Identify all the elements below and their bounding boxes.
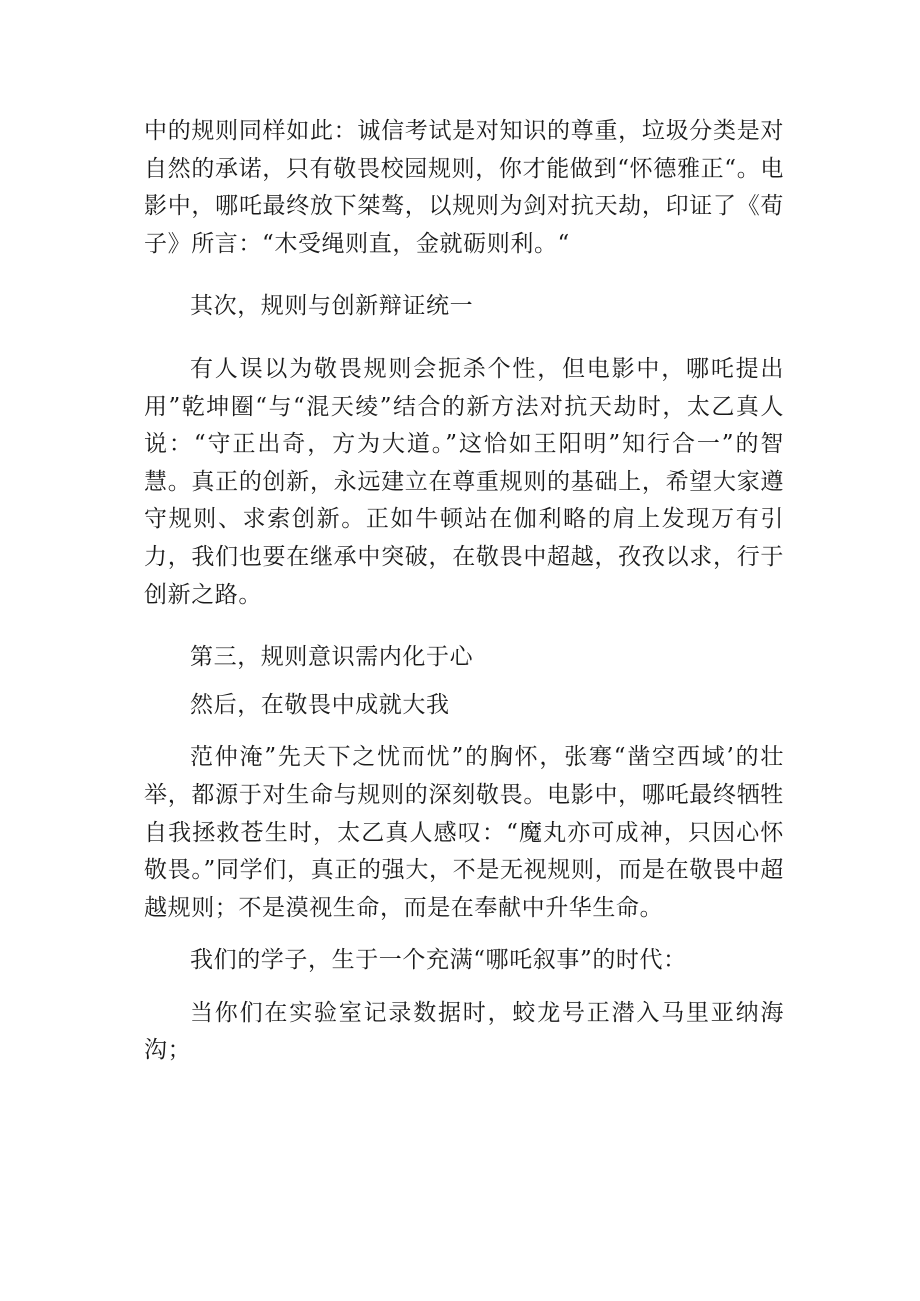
paragraph-era-statement: 我们的学子，生于一个充满“哪吒叙事”的时代：	[190, 947, 687, 974]
heading-achieve-greater-self: 然后，在敬畏中成就大我	[190, 691, 450, 718]
heading-internalize-rules: 第三，规则意识需内化于心	[190, 644, 474, 671]
heading-rules-and-innovation: 其次，规则与创新辩证统一	[190, 293, 474, 320]
paragraph-laboratory: 当你们在实验室记录数据时，蛟龙号正潜入马里亚纳海沟；	[144, 999, 784, 1064]
paragraph-reverence-for-life: 范仲淹”先天下之忧而忧”的胸怀，张骞“凿空西域’的壮举，都源于对生命与规则的深刻敬畏。电影中，哪吒最终牺牲自我拯救苍生时，太乙真人感叹：“魔丸亦可成神，只因心怀敬畏。”同学们，真正的强大，不是无视规则，而是在敬畏中超越规则；不是漠视生命，而是在奉献中升华生命。	[144, 744, 784, 921]
paragraph-innovation: 有人误以为敬畏规则会扼杀个性，但电影中，哪吒提出用”乾坤圈“与“混天绫”结合的新方法对抗天劫时，太乙真人说：“守正出奇，方为大道。”这恰如王阳明”知行合一”的智慧。真正的创新，永远建立在尊重规则的基础上，希望大家遵守规则、求索创新。正如牛顿站在伽利略的肩上发现万有引力，我们也要在继承中突破，在敬畏中超越，孜孜以求，行于创新之路。	[144, 355, 784, 608]
document-body	[144, 113, 784, 1070]
paragraph-rules-in-school: 中的规则同样如此：诚信考试是对知识的尊重，垃圾分类是对自然的承诺，只有敬畏校园规则，你才能做到“怀德雅正“。电影中，哪吒最终放下桀骜，以规则为剑对抗天劫，印证了《荀子》所言：“木受绳则直，金就砺则利。“	[144, 118, 784, 257]
